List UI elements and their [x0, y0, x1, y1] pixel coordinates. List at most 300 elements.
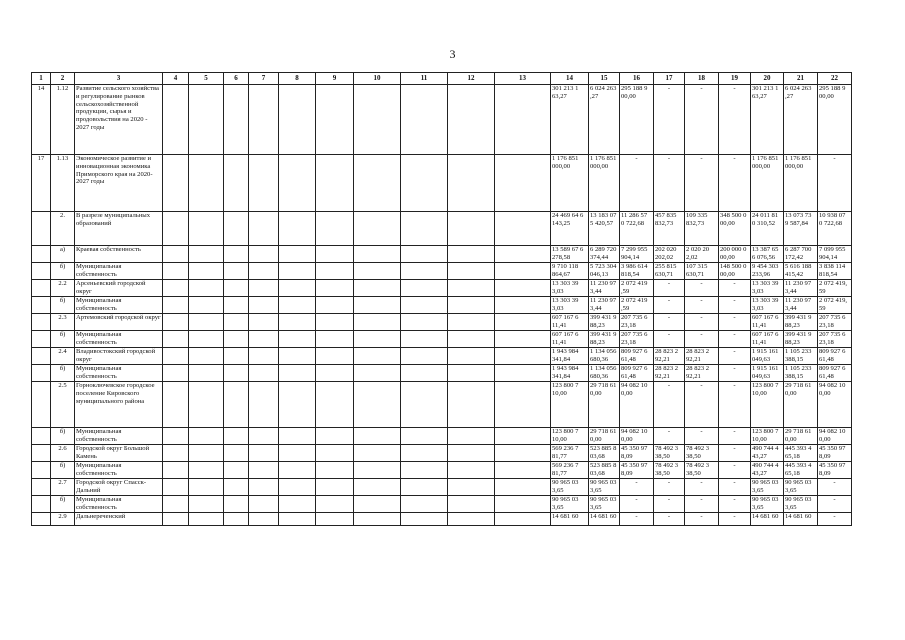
row-name-cell: Муниципальная собственность — [75, 428, 163, 445]
value-cell: - — [685, 314, 719, 331]
empty-cell — [249, 365, 279, 382]
value-cell: 90 965 03 3,65 — [589, 496, 620, 513]
row-code-cell: 1.13 — [51, 155, 75, 212]
empty-cell — [163, 479, 189, 496]
value-cell: - — [620, 155, 654, 212]
value-cell: 200 000 0 00,00 — [719, 246, 751, 263]
empty-cell — [316, 314, 354, 331]
empty-cell — [448, 479, 495, 496]
value-cell: 445 393 4 65,18 — [784, 445, 818, 462]
value-cell: 13 183 07 5 420,57 — [589, 212, 620, 246]
empty-cell — [224, 428, 249, 445]
row-name-cell: Экономическое развитие и инновационная экономика Приморского края на 2020-2027 годы — [75, 155, 163, 212]
empty-cell — [163, 263, 189, 280]
value-cell: - — [719, 462, 751, 479]
value-cell: - — [685, 479, 719, 496]
row-name-cell: Краевая собственность — [75, 246, 163, 263]
empty-cell — [448, 513, 495, 526]
value-cell: 809 927 6 61,48 — [620, 365, 654, 382]
empty-cell — [354, 496, 401, 513]
row-code-cell: 2.5 — [51, 382, 75, 428]
value-cell: 90 965 03 3,65 — [551, 496, 589, 513]
empty-cell — [495, 246, 551, 263]
empty-cell — [448, 85, 495, 155]
empty-cell — [249, 462, 279, 479]
value-cell: 14 681 60 — [589, 513, 620, 526]
row-number-cell — [32, 462, 51, 479]
empty-cell — [448, 462, 495, 479]
value-cell: 6 024 263 ,27 — [784, 85, 818, 155]
value-cell: 1 176 851 000,00 — [751, 155, 784, 212]
empty-cell — [448, 496, 495, 513]
empty-cell — [249, 445, 279, 462]
empty-cell — [224, 365, 249, 382]
empty-cell — [401, 331, 448, 348]
row-name-cell: Горноключевское городское поселение Кировского муниципального района — [75, 382, 163, 428]
table-row — [32, 382, 852, 428]
header-cell: 20 — [751, 73, 784, 85]
value-cell: 28 823 2 92,21 — [685, 365, 719, 382]
value-cell: 3 838 114 818,54 — [818, 263, 852, 280]
value-cell: 45 350 97 8,09 — [818, 445, 852, 462]
value-cell: - — [685, 496, 719, 513]
empty-cell — [354, 212, 401, 246]
value-cell: 1 915 161 049,63 — [751, 365, 784, 382]
value-cell: 94 082 10 0,00 — [620, 382, 654, 428]
empty-cell — [354, 263, 401, 280]
value-cell: - — [685, 382, 719, 428]
value-cell: - — [654, 513, 685, 526]
value-cell: - — [654, 280, 685, 297]
value-cell: 399 431 9 88,23 — [784, 314, 818, 331]
header-cell: 10 — [354, 73, 401, 85]
value-cell: 399 431 9 88,23 — [589, 331, 620, 348]
value-cell: 90 965 03 3,65 — [751, 496, 784, 513]
empty-cell — [448, 280, 495, 297]
row-number-cell — [32, 212, 51, 246]
empty-cell — [401, 382, 448, 428]
value-cell: 607 167 6 11,41 — [751, 314, 784, 331]
value-cell: - — [654, 297, 685, 314]
value-cell: 607 167 6 11,41 — [551, 331, 589, 348]
row-code-cell: 2.7 — [51, 479, 75, 496]
value-cell: 11 230 97 3,44 — [589, 280, 620, 297]
table-row — [32, 246, 852, 263]
table-row — [32, 280, 852, 297]
value-cell: 13 073 73 9 587,84 — [784, 212, 818, 246]
value-cell: 809 927 6 61,48 — [818, 348, 852, 365]
value-cell: 13 303 39 3,03 — [551, 297, 589, 314]
empty-cell — [163, 513, 189, 526]
empty-cell — [401, 496, 448, 513]
header-cell: 17 — [654, 73, 685, 85]
empty-cell — [448, 246, 495, 263]
row-code-cell: 2.9 — [51, 513, 75, 526]
row-name-cell: Муниципальная собственность — [75, 297, 163, 314]
value-cell: - — [719, 365, 751, 382]
row-name-cell: Артемовский городской округ — [75, 314, 163, 331]
value-cell: 399 431 9 88,23 — [784, 331, 818, 348]
value-cell: 3 986 614 818,54 — [620, 263, 654, 280]
empty-cell — [401, 479, 448, 496]
value-cell: 123 800 7 10,00 — [751, 382, 784, 428]
value-cell: 78 492 3 38,50 — [654, 445, 685, 462]
empty-cell — [316, 297, 354, 314]
value-cell: - — [685, 513, 719, 526]
empty-cell — [279, 348, 316, 365]
value-cell: 45 350 97 8,09 — [818, 462, 852, 479]
row-code-cell: б) — [51, 297, 75, 314]
empty-cell — [249, 496, 279, 513]
table-row — [32, 428, 852, 445]
empty-cell — [189, 85, 224, 155]
table-row — [32, 496, 852, 513]
value-cell: 90 965 03 3,65 — [784, 496, 818, 513]
empty-cell — [279, 479, 316, 496]
empty-cell — [316, 348, 354, 365]
empty-cell — [163, 348, 189, 365]
row-name-cell: Муниципальная собственность — [75, 263, 163, 280]
empty-cell — [224, 212, 249, 246]
value-cell: - — [719, 382, 751, 428]
value-cell: - — [818, 496, 852, 513]
empty-cell — [189, 382, 224, 428]
empty-cell — [163, 155, 189, 212]
row-number-cell — [32, 348, 51, 365]
row-code-cell: 2.4 — [51, 348, 75, 365]
table-row — [32, 445, 852, 462]
value-cell: 123 800 7 10,00 — [751, 428, 784, 445]
row-number-cell — [32, 479, 51, 496]
empty-cell — [495, 428, 551, 445]
value-cell: 348 500 0 00,00 — [719, 212, 751, 246]
value-cell: 28 823 2 92,21 — [654, 365, 685, 382]
value-cell: 11 230 97 3,44 — [589, 297, 620, 314]
empty-cell — [189, 348, 224, 365]
empty-cell — [163, 297, 189, 314]
empty-cell — [354, 513, 401, 526]
empty-cell — [279, 155, 316, 212]
table-row — [32, 479, 852, 496]
empty-cell — [249, 263, 279, 280]
empty-cell — [448, 365, 495, 382]
empty-cell — [316, 445, 354, 462]
row-code-cell: б) — [51, 428, 75, 445]
row-name-cell: Дальнереченский — [75, 513, 163, 526]
empty-cell — [249, 428, 279, 445]
value-cell: - — [620, 496, 654, 513]
value-cell: - — [818, 513, 852, 526]
value-cell: 11 230 97 3,44 — [784, 280, 818, 297]
value-cell: 569 236 7 81,77 — [551, 462, 589, 479]
value-cell: - — [719, 496, 751, 513]
header-cell: 14 — [551, 73, 589, 85]
header-cell: 7 — [249, 73, 279, 85]
row-number-cell: 17 — [32, 155, 51, 212]
empty-cell — [401, 348, 448, 365]
empty-cell — [401, 462, 448, 479]
empty-cell — [495, 314, 551, 331]
value-cell: 207 735 6 23,18 — [818, 331, 852, 348]
value-cell: - — [685, 155, 719, 212]
empty-cell — [249, 155, 279, 212]
empty-cell — [448, 297, 495, 314]
value-cell: 107 315 630,71 — [685, 263, 719, 280]
empty-cell — [189, 428, 224, 445]
value-cell: 490 744 4 43,27 — [751, 445, 784, 462]
empty-cell — [189, 155, 224, 212]
header-cell: 18 — [685, 73, 719, 85]
empty-cell — [224, 513, 249, 526]
empty-cell — [279, 382, 316, 428]
value-cell: - — [685, 280, 719, 297]
empty-cell — [189, 445, 224, 462]
value-cell: 148 500 0 00,00 — [719, 263, 751, 280]
value-cell: 109 335 832,73 — [685, 212, 719, 246]
value-cell: 295 188 9 00,00 — [620, 85, 654, 155]
value-cell: 6 289 720 374,44 — [589, 246, 620, 263]
value-cell: 1 105 233 388,15 — [784, 365, 818, 382]
empty-cell — [401, 314, 448, 331]
empty-cell — [163, 365, 189, 382]
empty-cell — [189, 496, 224, 513]
empty-cell — [495, 85, 551, 155]
empty-cell — [448, 314, 495, 331]
empty-cell — [279, 496, 316, 513]
value-cell: 13 589 67 6 278,58 — [551, 246, 589, 263]
row-number-cell — [32, 314, 51, 331]
row-number-cell — [32, 365, 51, 382]
empty-cell — [495, 462, 551, 479]
row-code-cell: б) — [51, 462, 75, 479]
value-cell: - — [719, 428, 751, 445]
empty-cell — [495, 348, 551, 365]
empty-cell — [495, 445, 551, 462]
row-number-cell — [32, 496, 51, 513]
value-cell: 14 681 60 — [751, 513, 784, 526]
value-cell: 1 176 851 000,00 — [784, 155, 818, 212]
empty-cell — [163, 445, 189, 462]
empty-cell — [163, 246, 189, 263]
row-number-cell — [32, 246, 51, 263]
row-name-cell: В разрезе муниципальных образований — [75, 212, 163, 246]
empty-cell — [316, 428, 354, 445]
empty-cell — [316, 263, 354, 280]
empty-cell — [495, 496, 551, 513]
value-cell: 5 616 188 415,42 — [784, 263, 818, 280]
value-cell: 301 213 1 63,27 — [551, 85, 589, 155]
empty-cell — [495, 513, 551, 526]
value-cell: 202 020 202,02 — [654, 246, 685, 263]
value-cell: 28 823 2 92,21 — [685, 348, 719, 365]
value-cell: 2 072 419 ,59 — [620, 297, 654, 314]
empty-cell — [189, 365, 224, 382]
value-cell: 9 454 303 233,96 — [751, 263, 784, 280]
row-name-cell: Владивостокский городской округ — [75, 348, 163, 365]
table-row — [32, 365, 852, 382]
empty-cell — [316, 462, 354, 479]
value-cell: 45 350 97 8,09 — [620, 462, 654, 479]
empty-cell — [316, 155, 354, 212]
header-cell: 9 — [316, 73, 354, 85]
empty-cell — [279, 212, 316, 246]
header-cell: 19 — [719, 73, 751, 85]
empty-cell — [189, 280, 224, 297]
empty-cell — [495, 280, 551, 297]
empty-cell — [495, 263, 551, 280]
empty-cell — [189, 513, 224, 526]
value-cell: 90 965 03 3,65 — [551, 479, 589, 496]
value-cell: 7 299 955 904,14 — [620, 246, 654, 263]
value-cell: 809 927 6 61,48 — [818, 365, 852, 382]
empty-cell — [163, 85, 189, 155]
empty-cell — [316, 331, 354, 348]
empty-cell — [354, 246, 401, 263]
header-cell: 6 — [224, 73, 249, 85]
empty-cell — [316, 365, 354, 382]
row-name-cell: Муниципальная собственность — [75, 331, 163, 348]
row-name-cell: Развитие сельского хозяйства и регулирование рынков сельскохозяйственной продукции, сырья и продовольствия на 2020 - 2027 годы — [75, 85, 163, 155]
row-code-cell: 2. — [51, 212, 75, 246]
empty-cell — [495, 365, 551, 382]
empty-cell — [354, 445, 401, 462]
empty-cell — [279, 246, 316, 263]
header-cell: 4 — [163, 73, 189, 85]
table-row — [32, 85, 852, 155]
empty-cell — [354, 428, 401, 445]
row-number-cell — [32, 428, 51, 445]
row-code-cell: 2.3 — [51, 314, 75, 331]
table-row — [32, 331, 852, 348]
empty-cell — [354, 314, 401, 331]
empty-cell — [316, 85, 354, 155]
empty-cell — [354, 155, 401, 212]
table-row — [32, 297, 852, 314]
empty-cell — [354, 297, 401, 314]
header-cell: 3 — [75, 73, 163, 85]
empty-cell — [163, 331, 189, 348]
value-cell: - — [685, 85, 719, 155]
empty-cell — [495, 479, 551, 496]
value-cell: 5 723 304 046,13 — [589, 263, 620, 280]
empty-cell — [316, 496, 354, 513]
row-code-cell: а) — [51, 246, 75, 263]
empty-cell — [224, 314, 249, 331]
header-cell: 2 — [51, 73, 75, 85]
empty-cell — [401, 246, 448, 263]
row-number-cell — [32, 445, 51, 462]
value-cell: 90 965 03 3,65 — [751, 479, 784, 496]
empty-cell — [401, 445, 448, 462]
empty-cell — [224, 263, 249, 280]
value-cell: - — [719, 445, 751, 462]
row-number-cell: 14 — [32, 85, 51, 155]
empty-cell — [224, 445, 249, 462]
value-cell: 6 024 263 ,27 — [589, 85, 620, 155]
value-cell: - — [654, 496, 685, 513]
empty-cell — [279, 428, 316, 445]
value-cell: 1 176 851 000,00 — [551, 155, 589, 212]
value-cell: 10 938 07 0 722,68 — [818, 212, 852, 246]
value-cell: 6 287 700 172,42 — [784, 246, 818, 263]
value-cell: 94 082 10 0,00 — [818, 382, 852, 428]
empty-cell — [224, 479, 249, 496]
row-name-cell: Арсеньевский городской округ — [75, 280, 163, 297]
empty-cell — [401, 297, 448, 314]
empty-cell — [279, 280, 316, 297]
empty-cell — [279, 331, 316, 348]
empty-cell — [163, 496, 189, 513]
empty-cell — [249, 297, 279, 314]
empty-cell — [249, 382, 279, 428]
empty-cell — [163, 212, 189, 246]
value-cell: - — [719, 479, 751, 496]
empty-cell — [249, 331, 279, 348]
empty-cell — [249, 85, 279, 155]
row-code-cell: 2.6 — [51, 445, 75, 462]
empty-cell — [224, 280, 249, 297]
empty-cell — [448, 445, 495, 462]
empty-cell — [316, 479, 354, 496]
value-cell: - — [654, 85, 685, 155]
empty-cell — [354, 382, 401, 428]
value-cell: - — [620, 479, 654, 496]
row-name-cell: Муниципальная собственность — [75, 496, 163, 513]
empty-cell — [224, 382, 249, 428]
table-row — [32, 155, 852, 212]
empty-cell — [189, 314, 224, 331]
header-cell: 1 — [32, 73, 51, 85]
row-number-cell — [32, 263, 51, 280]
value-cell: - — [654, 479, 685, 496]
empty-cell — [163, 314, 189, 331]
value-cell: 2 072 419 ,59 — [620, 280, 654, 297]
value-cell: 78 492 3 38,50 — [654, 462, 685, 479]
header-row — [32, 73, 852, 85]
value-cell: 14 681 60 — [784, 513, 818, 526]
header-cell: 13 — [495, 73, 551, 85]
value-cell: - — [818, 155, 852, 212]
value-cell: 301 213 1 63,27 — [751, 85, 784, 155]
value-cell: - — [719, 297, 751, 314]
empty-cell — [495, 155, 551, 212]
value-cell: 2 020 20 2,02 — [685, 246, 719, 263]
value-cell: - — [654, 382, 685, 428]
empty-cell — [249, 314, 279, 331]
empty-cell — [163, 428, 189, 445]
value-cell: 569 236 7 81,77 — [551, 445, 589, 462]
empty-cell — [224, 155, 249, 212]
empty-cell — [163, 382, 189, 428]
value-cell: 13 303 39 3,03 — [551, 280, 589, 297]
empty-cell — [249, 513, 279, 526]
value-cell: 123 800 7 10,00 — [551, 428, 589, 445]
value-cell: 14 681 60 — [551, 513, 589, 526]
row-code-cell: б) — [51, 263, 75, 280]
value-cell: - — [654, 331, 685, 348]
header-cell: 16 — [620, 73, 654, 85]
row-code-cell: б) — [51, 331, 75, 348]
empty-cell — [495, 297, 551, 314]
empty-cell — [224, 85, 249, 155]
value-cell: 11 286 57 0 722,68 — [620, 212, 654, 246]
row-name-cell: Городской округ Большой Камень — [75, 445, 163, 462]
value-cell: 523 885 8 03,68 — [589, 445, 620, 462]
value-cell: 1 134 056 680,36 — [589, 365, 620, 382]
header-cell: 21 — [784, 73, 818, 85]
header-cell: 12 — [448, 73, 495, 85]
value-cell: 1 176 851 000,00 — [589, 155, 620, 212]
